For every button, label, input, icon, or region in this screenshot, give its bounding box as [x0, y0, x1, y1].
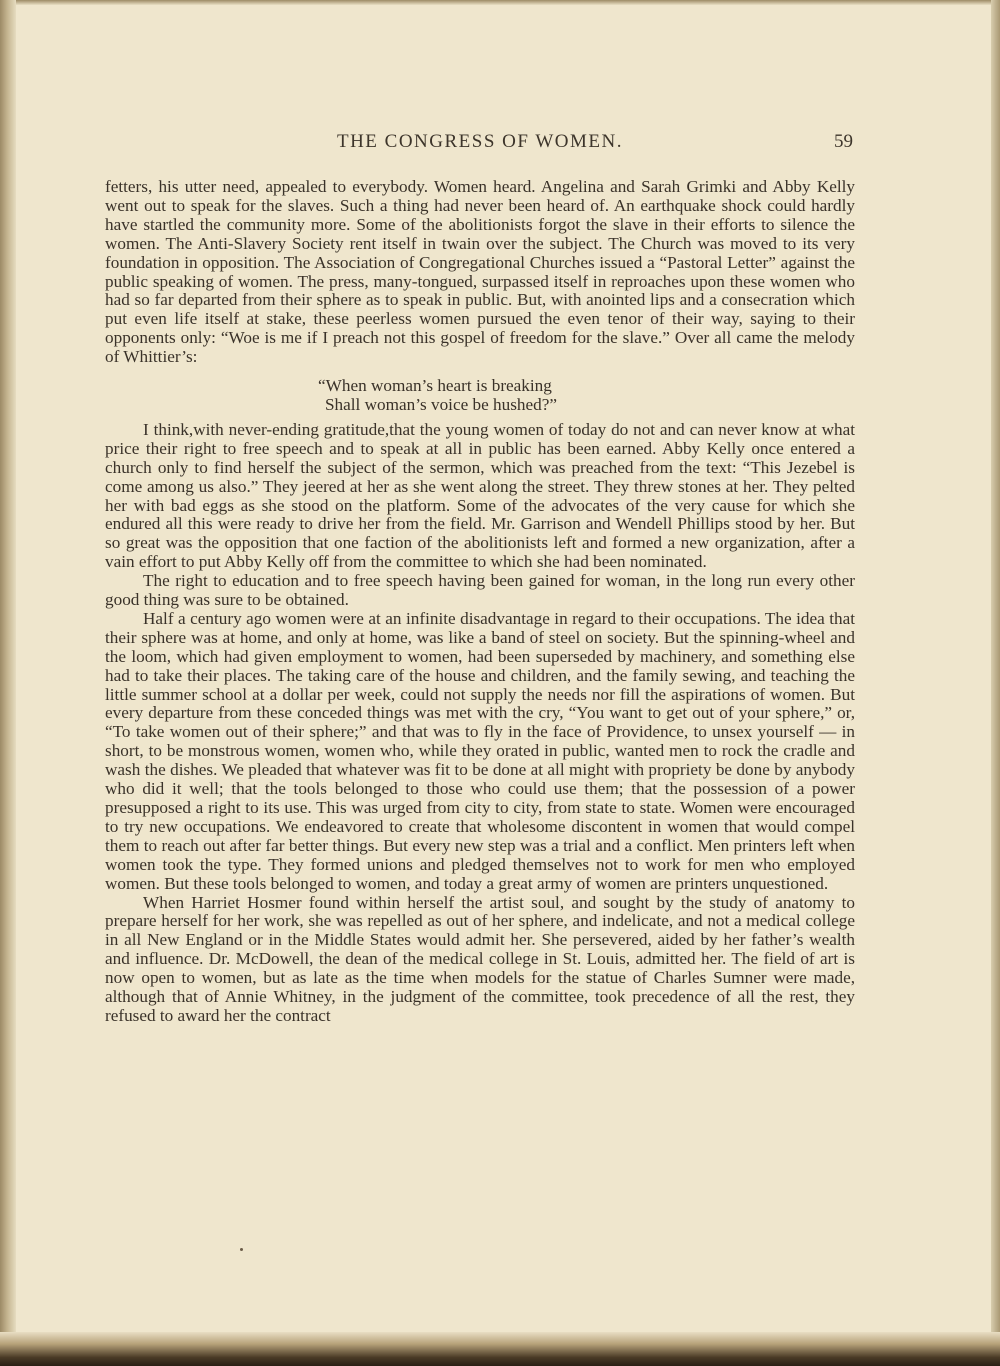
book-spine-shadow	[0, 0, 16, 1366]
stray-ink-mark	[240, 1248, 243, 1251]
paragraph-5: When Harriet Hosmer found within herself the artist soul, and sought by the study of anatomy to prepare herself for her work, she was repelled as out of her sphere, and indelicate, and not a medical college in all New England or in the Middle States would admit her. She persevered, aided by her father’s wealth and influence. Dr. McDowell, the dean of the medical college in St. Louis, admitted her. The field of art is now open to women, but as late as the time when models for the statue of Charles Sumner were made, although that of Annie Whitney, in the judgment of the committee, took precedence of all the rest, they refused to award her the contract	[105, 892, 855, 1025]
verse-quote	[105, 377, 855, 415]
page-top-edge	[0, 0, 1000, 5]
paragraph-3: The right to education and to free speech having been gained for woman, in the long run every other good thing was sure to be obtained.	[105, 571, 855, 610]
running-head: THE CONGRESS OF WOMEN.	[336, 131, 623, 152]
page-number: 59	[834, 131, 853, 152]
body-text	[105, 178, 855, 1026]
paragraph-1: fetters, his utter need, appealed to everybody. Women heard. Angelina and Sarah Grimki and Abby Kelly went out to speak for the slaves. Such a thing had never been heard of. An earthquake shock could hardly have startled the community more. Some of the abolitionists forgot the slave in their efforts to silence the women. The Anti-Slavery Society rent itself in twain over the subject. The Church was moved to its very foundation in opposition. The Association of Congregational Churches issued a “Pastoral Letter” against the public speaking of women. The press, many-tongued, surpassed itself in reproaches upon these women who had so far departed from their sphere as to speak in public. But, with anointed lips and a consecration which put even life itself at stake, these peerless women pursued the even tenor of their way, saying to their opponents only: “Woe is me if I preach not this gospel of freedom for the slave.” Over all came the melody of Whittier’s:	[105, 177, 855, 367]
page-header	[105, 128, 855, 158]
verse-line-1: “When woman’s heart is breaking	[318, 376, 552, 396]
paragraph-4: Half a century ago women were at an infinite disadvantage in regard to their occupations. The idea that their sphere was at home, and only at home, was like a band of steel on society. But the spinning-wheel and the loom, which had given employment to women, had been superseded by machinery, and something else had to take their places. The taking care of the house and children, and the family sewing, and teaching the little summer school at a dollar per week, could not supply the needs nor fill the aspirations of women. But every departure from these conceded things was met with the cry, “You want to get out of your sphere,” or, “To take women out of their sphere;” and that was to fly in the face of Providence, to unsex yourself — in short, to be monstrous women, women who, while they orated in public, wanted men to rock the cradle and wash the dishes. We pleaded that whatever was fit to be done at all might with propriety be done by anybody who did it well; that the tools belonged to those who could use them; that the possession of a power presupposed a right to its use. This was urged from city to city, from state to state. Women were encouraged to try new occupations. We endeavored to create that wholesome discontent in women that would compel them to reach out after far better things. But every new step was a trial and a conflict. Men printers left when women took the type. They formed unions and pledged themselves not to work for men who employed women. But these tools belonged to women, and today a great army of women are printers unquestioned.	[105, 608, 855, 893]
page-bottom-edge	[0, 1332, 1000, 1366]
verse-line-2: Shall woman’s voice be hushed?”	[325, 394, 557, 414]
paragraph-2: I think,with never-ending gratitude,that the young women of today do not and can never know at what price their right to free speech and to speak at all in public has been earned. Abby Kelly once entered a church only to find herself the subject of the sermon, which was preached from the text: “This Jezebel is come among us also.” They jeered at her as she went along the street. They threw stones at her. They pelted her with bad eggs as she stood on the platform. Some of the advocates of the very cause for which she endured all this were ready to drive her from the field. Mr. Garrison and Wendell Phillips stood by her. But so great was the opposition that one faction of the abolitionists left and formed a new organization, after a vain effort to put Abby Kelly off from the committee to which she had been nominated.	[105, 419, 855, 572]
page-fore-edge	[991, 0, 1000, 1366]
